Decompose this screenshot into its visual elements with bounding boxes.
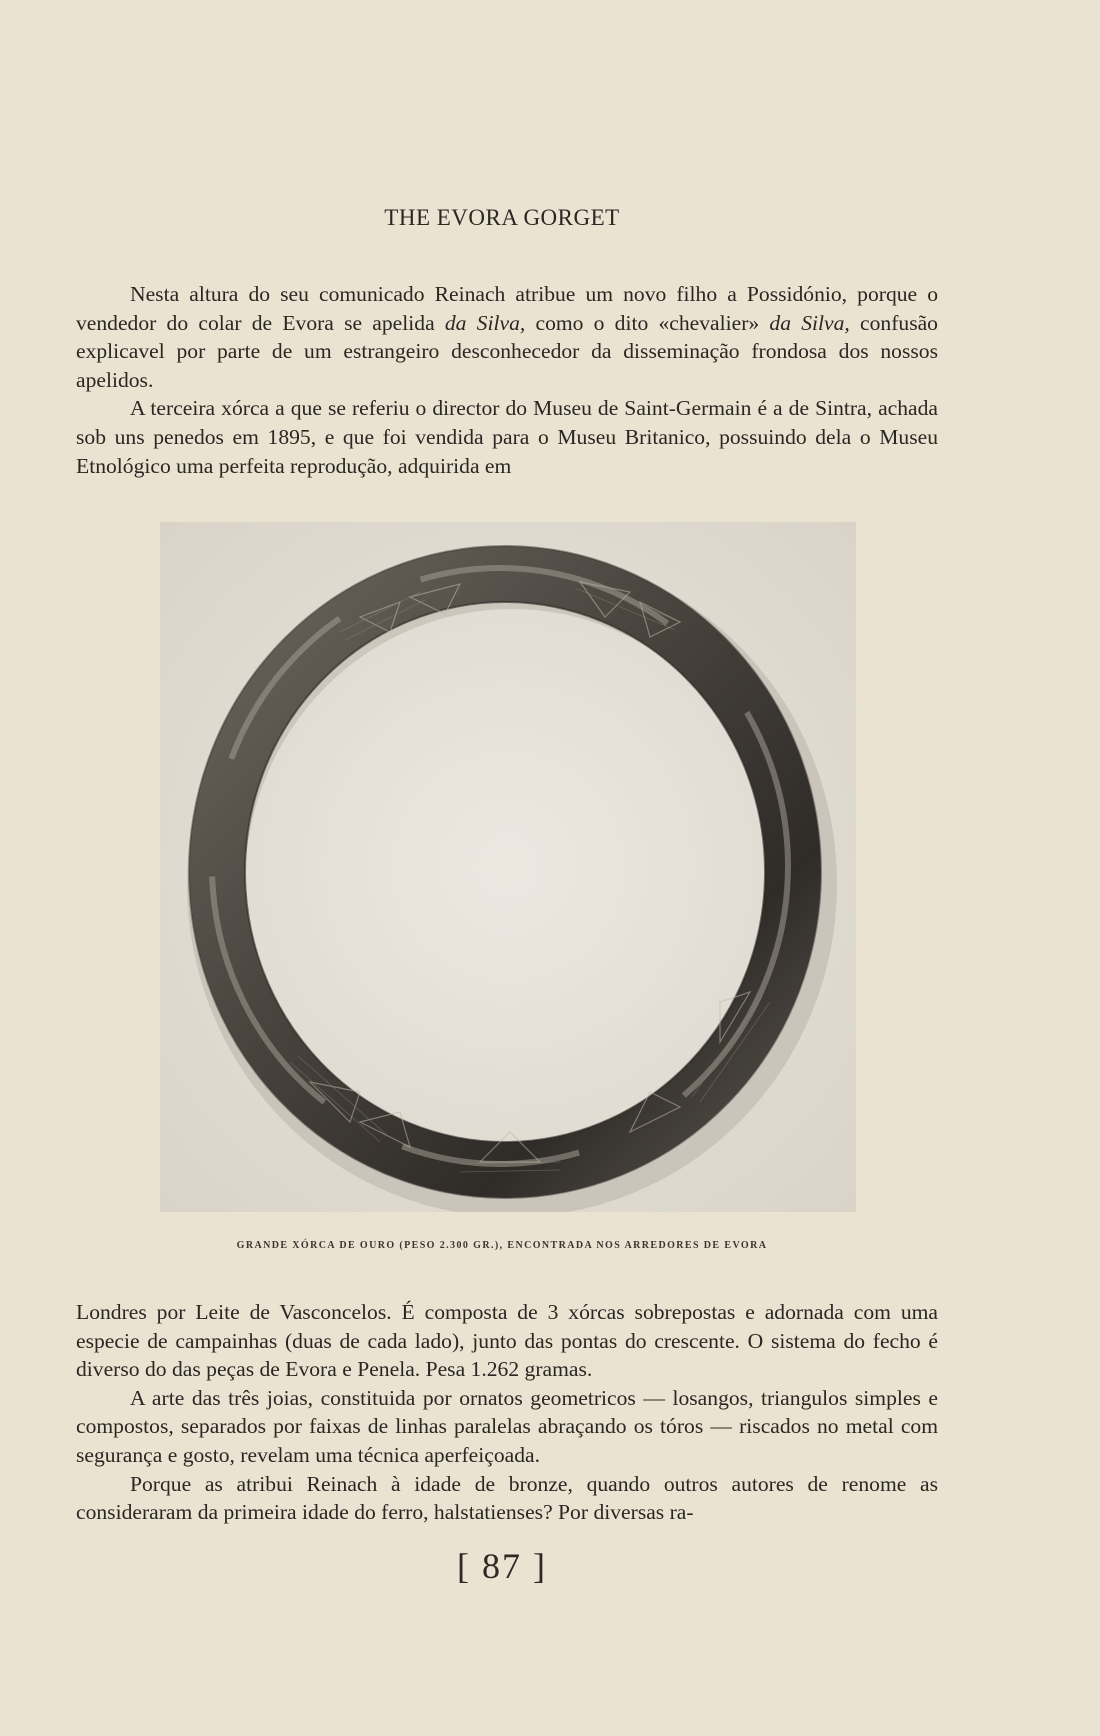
- gold-torc-icon: [160, 522, 856, 1212]
- text-block-top: [76, 280, 938, 480]
- paragraph: Londres por Leite de Vasconcelos. É composta de 3 xórcas sobrepostas e adornada com uma especie de campainhas (duas de cada lado), junto das pontas do crescente. O sistema do fecho é diverso do das peças de Evora e Penela. Pesa 1.262 gramas.: [76, 1300, 938, 1382]
- paragraph: Porque as atribui Reinach à idade de bronze, quando outros autores de renome as consideraram da primeira idade do ferro, halstatienses? Por diversas ra-: [76, 1471, 938, 1525]
- page-number: [ 87 ]: [457, 1546, 547, 1586]
- paragraph: A terceira xórca a que se referiu o director do Museu de Saint-Germain é a de Sintra, achada sob uns penedos em 1895, e que foi vendida para o Museu Britanico, possuindo dela o Museu Etnológico uma perfeita reprodução, adquirida em: [76, 396, 938, 478]
- torc-photograph: [160, 522, 856, 1212]
- paragraph: Nesta altura do seu comunicado Reinach atribue um novo filho a Possidónio, porque o vendedor do colar de Evora se apelida da Silva, como o dito «chevalier» da Silva, confusão explicavel por parte de um estrangeiro desconhecedor da disseminação frondosa dos nossos apelidos.: [76, 282, 938, 392]
- text-block-bottom: [76, 1298, 938, 1527]
- figure-caption: GRANDE XÓRCA DE OURO (PESO 2.300 GR.), ENCONTRADA NOS ARREDORES DE EVORA: [236, 1240, 768, 1251]
- paragraph: A arte das três joias, constituida por ornatos geometricos — losangos, triangulos simples e compostos, separados por faixas de linhas paralelas abraçando os tóros — riscados no metal com segurança e gosto, revelam uma técnica aperfeiçoada.: [76, 1385, 938, 1467]
- running-title: THE EVORA GORGET: [384, 205, 620, 230]
